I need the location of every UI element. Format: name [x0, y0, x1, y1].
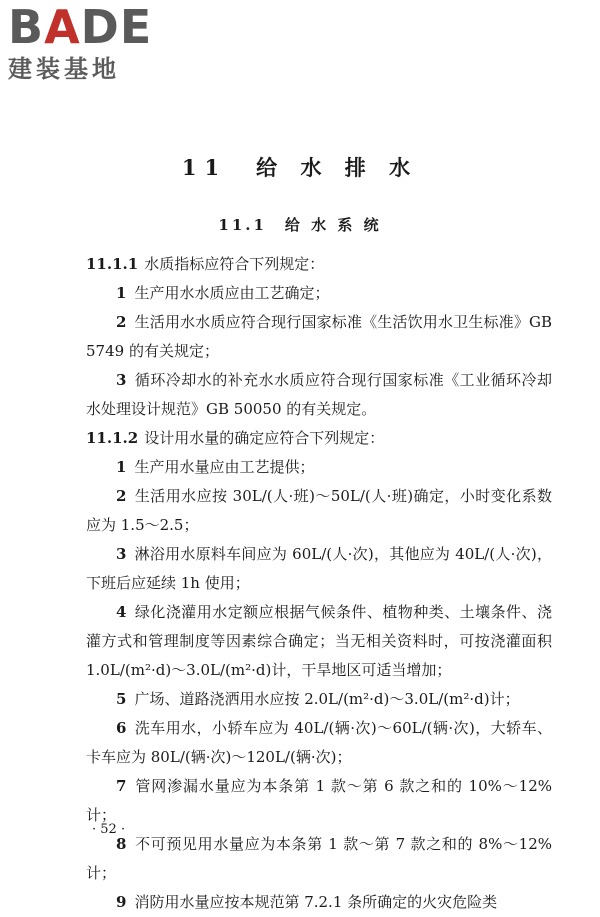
list-item: 7 管网渗漏水量应为本条第 1 款～第 6 款之和的 10%～12%计； — [86, 777, 552, 824]
list-item: 6 洗车用水，小轿车应为 40L/(辆·次)～60L/(辆·次)，大轿车、卡车应为 80L/(辆·次)～120L/(辆·次)； — [86, 719, 552, 766]
clause-11-1-2: 11.1.2 设计用水量的确定应符合下列规定： — [86, 429, 385, 447]
list-item: 5 广场、道路浇洒用水应按 2.0L/(m²·d)～3.0L/(m²·d)计； — [116, 690, 520, 708]
section-title: 11.1 给 水 系 统 — [218, 216, 382, 234]
clause-11-1-1: 11.1.1 水质指标应符合下列规定： — [86, 255, 325, 273]
list-item: 8 不可预见用水量应为本条第 1 款～第 7 款之和的 8%～12%计； — [86, 835, 552, 882]
document-body — [86, 250, 552, 917]
list-item: 2 生活用水水质应符合现行国家标准《生活饮用水卫生标准》GB 5749 的有关规定； — [86, 313, 552, 360]
chapter-title: 11 给 水 排 水 — [181, 155, 419, 180]
list-item: 4 绿化浇灌用水定额应根据气候条件、植物种类、土壤条件、浇灌方式和管理制度等因素综合确定；当无相关资料时，可按浇灌面积 1.0L/(m²·d)～3.0L/(m²·d)计，干旱地区可适当增加； — [86, 603, 552, 679]
logo-wordmark: BADE — [8, 0, 153, 54]
list-item: 1 生产用水量应由工艺提供； — [116, 458, 315, 476]
list-item: 1 生产用水水质应由工艺确定； — [116, 284, 330, 302]
list-item: 3 循环冷却水的补充水水质应符合现行国家标准《工业循环冷却水处理设计规范》GB 50050 的有关规定。 — [86, 371, 552, 418]
list-item: 2 生活用水应按 30L/(人·班)～50L/(人·班)确定，小时变化系数应为 1.5～2.5； — [86, 487, 552, 534]
page-number: · 52 · — [92, 822, 126, 837]
bade-logo — [8, 0, 178, 84]
list-item: 9 消防用水量应按本规范第 7.2.1 条所确定的火灾危险类 — [116, 893, 498, 911]
list-item: 3 淋浴用水原料车间应为 60L/(人·次)，其他应为 40L/(人·次)，下班后应延续 1h 使用； — [86, 545, 552, 592]
logo-chinese-name: 建装基地 — [8, 55, 120, 83]
